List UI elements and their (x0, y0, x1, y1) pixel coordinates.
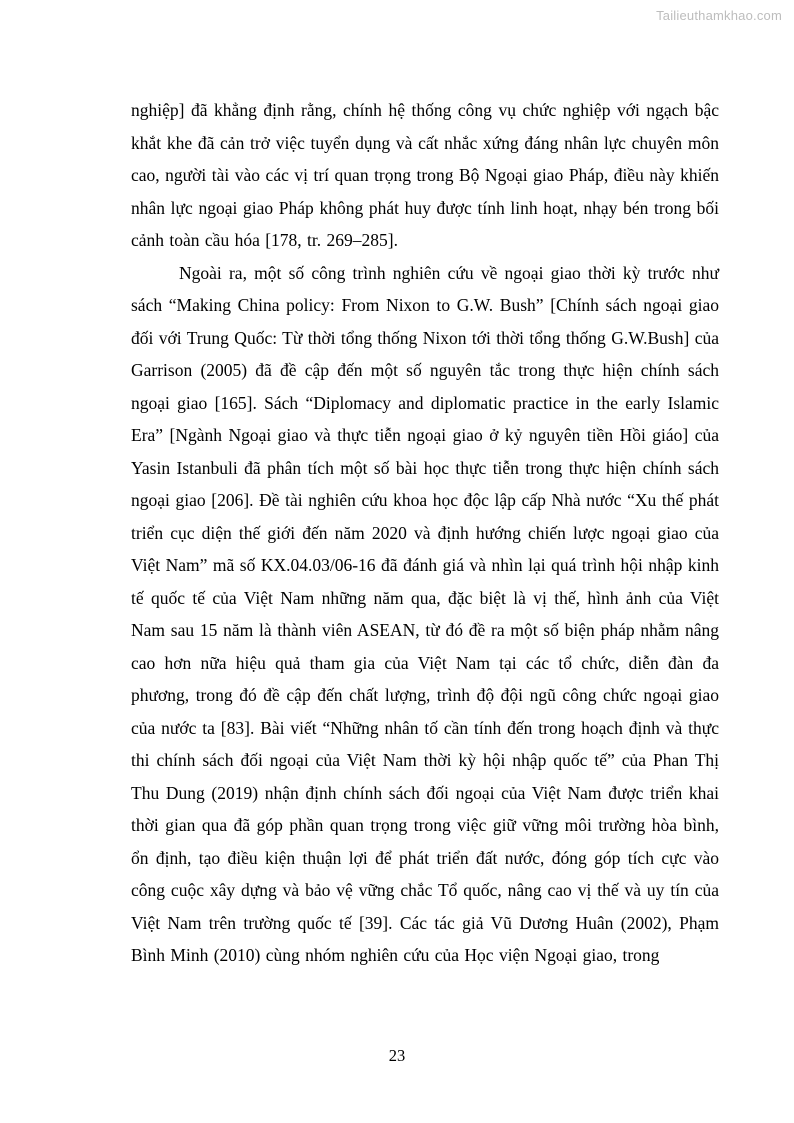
paragraph-literature-review: Ngoài ra, một số công trình nghiên cứu về ngoại giao thời kỳ trước như sách “Making China policy: From Nixon to G.W. Bush” [Chính sách ngoại giao đối với Trung Quốc: Từ thời tổng thống Nixon tới thời tổng thống G.W.Bush] của Garrison (2005) đã đề cập đến một số nguyên tắc trong thực hiện chính sách ngoại giao [165]. Sách “Diplomacy and diplomatic practice in the early Islamic Era” [Ngành Ngoại giao và thực tiễn ngoại giao ở kỷ nguyên tiền Hồi giáo] của Yasin Istanbuli đã phân tích một số bài học thực tiễn trong thực hiện chính sách ngoại giao [206]. Đề tài nghiên cứu khoa học độc lập cấp Nhà nước “Xu thế phát triển cục diện thế giới đến năm 2020 và định hướng chiến lược ngoại giao của Việt Nam” mã số KX.04.03/06-16 đã đánh giá và nhìn lại quá trình hội nhập kinh tế quốc tế của Việt Nam những năm qua, đặc biệt là vị thế, hình ảnh của Việt Nam sau 15 năm là thành viên ASEAN, từ đó đề ra một số biện pháp nhằm nâng cao hơn nữa hiệu quả tham gia của Việt Nam tại các tổ chức, diễn đàn đa phương, trong đó đề cập đến chất lượng, trình độ đội ngũ công chức ngoại giao của nước ta [83]. Bài viết “Những nhân tố cần tính đến trong hoạch định và thực thi chính sách đối ngoại của Việt Nam thời kỳ hội nhập quốc tế” của Phan Thị Thu Dung (2019) nhận định chính sách đối ngoại của Việt Nam được triển khai thời gian qua đã góp phần quan trọng trong việc giữ vững môi trường hòa bình, ổn định, tạo điều kiện thuận lợi để phát triển đất nước, đóng góp tích cực vào công cuộc xây dựng và bảo vệ vững chắc Tổ quốc, nâng cao vị thế và uy tín của Việt Nam trên trường quốc tế [39]. Các tác giả Vũ Dương Huân (2002), Phạm Bình Minh (2010) cùng nhóm nghiên cứu của Học viện Ngoại giao, trong (131, 262, 719, 965)
page-number: 23 (388, 1046, 406, 1065)
body-text-block (131, 94, 719, 972)
watermark-text: Tailieuthamkhao.com (656, 8, 782, 23)
paragraph-continuation: nghiệp] đã khẳng định rằng, chính hệ thống công vụ chức nghiệp với ngạch bậc khắt khe đã cản trở việc tuyển dụng và cất nhắc xứng đáng nhân lực chuyên môn cao, người tài vào các vị trí quan trọng trong Bộ Ngoại giao Pháp, điều này khiến nhân lực ngoại giao Pháp không phát huy được tính linh hoạt, nhạy bén trong bối cảnh toàn cầu hóa [178, tr. 269–285]. (131, 100, 719, 250)
